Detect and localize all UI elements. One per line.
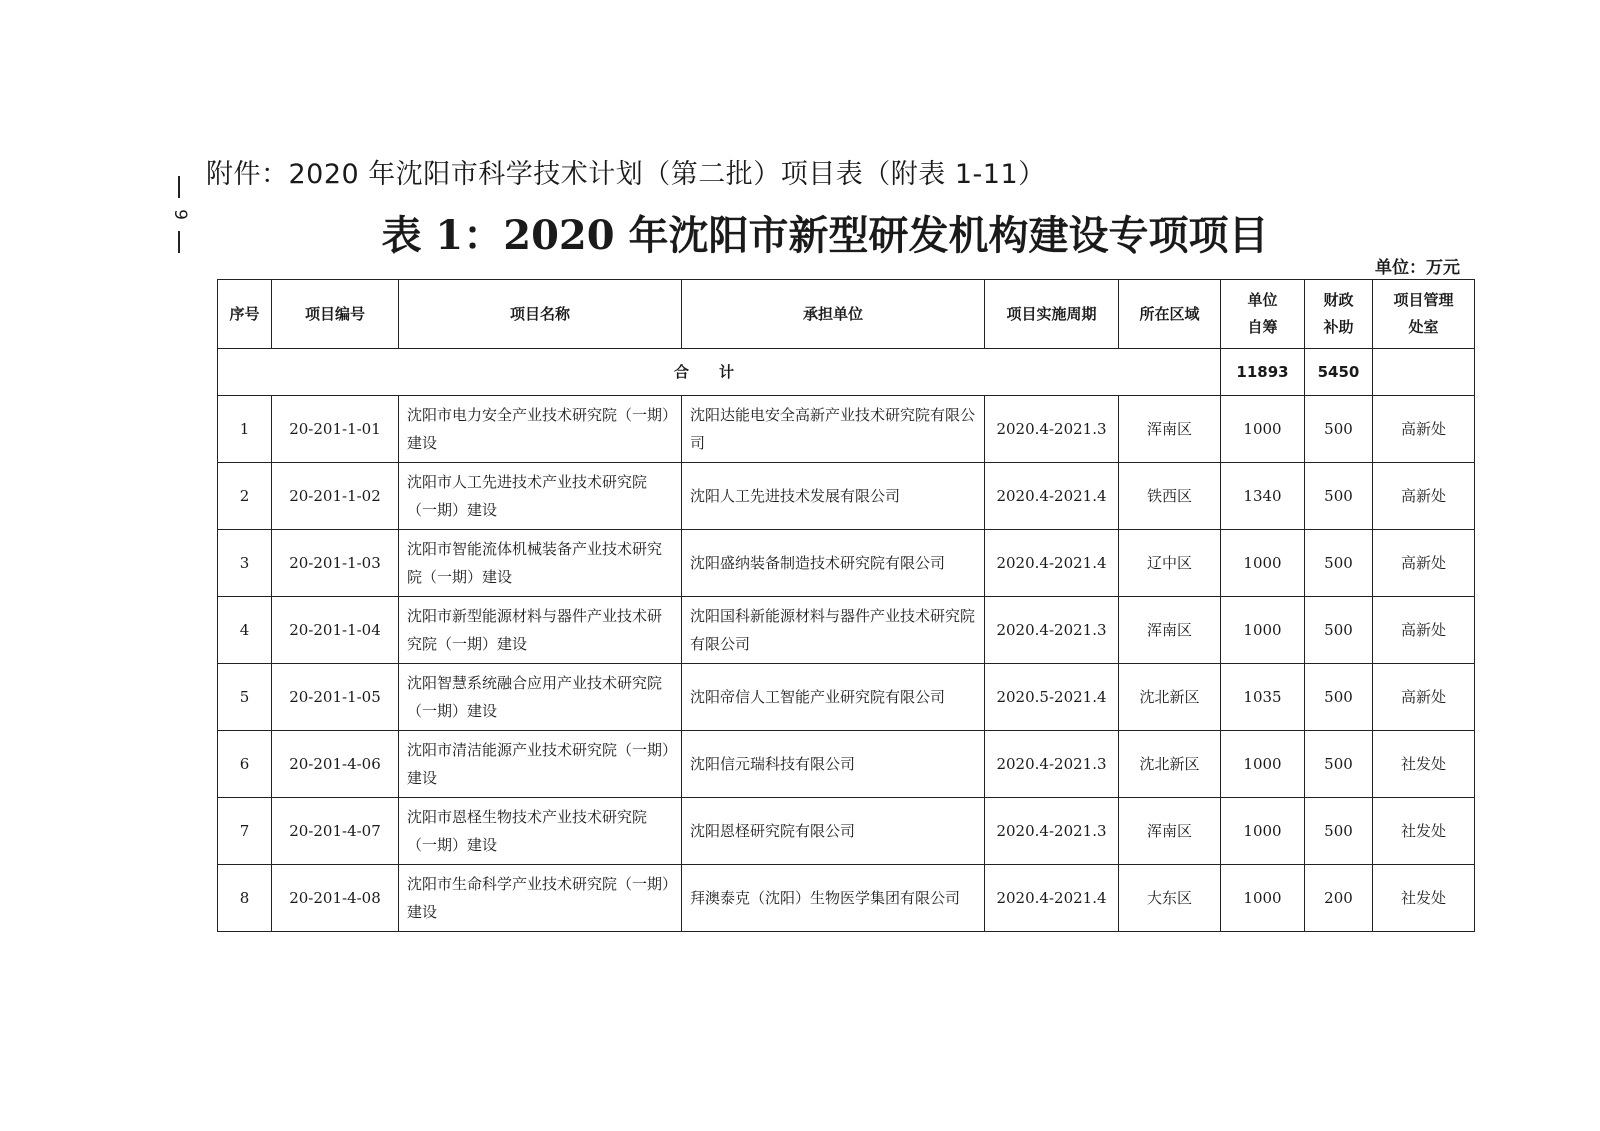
cell-self: 1000 bbox=[1221, 731, 1305, 798]
cell-period: 2020.4-2021.3 bbox=[985, 731, 1119, 798]
header-code: 项目编号 bbox=[272, 280, 399, 349]
header-fin-line2: 补助 bbox=[1323, 318, 1354, 336]
cell-org: 拜澳泰克（沈阳）生物医学集团有限公司 bbox=[682, 865, 985, 932]
cell-code: 20-201-1-04 bbox=[272, 597, 399, 664]
cell-dept: 高新处 bbox=[1373, 396, 1475, 463]
cell-dept: 高新处 bbox=[1373, 664, 1475, 731]
cell-org: 沈阳人工先进技术发展有限公司 bbox=[682, 463, 985, 530]
header-self-line1: 单位 bbox=[1247, 291, 1278, 309]
header-dept bbox=[1373, 280, 1475, 349]
attachment-line: 附件：2020 年沈阳市科学技术计划（第二批）项目表（附表 1-11） bbox=[206, 159, 1046, 190]
cell-dept: 高新处 bbox=[1373, 463, 1475, 530]
header-name: 项目名称 bbox=[399, 280, 682, 349]
cell-self: 1000 bbox=[1221, 798, 1305, 865]
header-period: 项目实施周期 bbox=[985, 280, 1119, 349]
cell-district: 浑南区 bbox=[1119, 798, 1221, 865]
cell-dept: 社发处 bbox=[1373, 798, 1475, 865]
cell-code: 20-201-1-01 bbox=[272, 396, 399, 463]
header-fin-line1: 财政 bbox=[1323, 291, 1354, 309]
header-self-funding bbox=[1221, 280, 1305, 349]
cell-code: 20-201-4-06 bbox=[272, 731, 399, 798]
cell-self: 1000 bbox=[1221, 530, 1305, 597]
cell-no: 5 bbox=[218, 664, 272, 731]
cell-no: 4 bbox=[218, 597, 272, 664]
cell-period: 2020.4-2021.4 bbox=[985, 530, 1119, 597]
header-dept-line2: 处室 bbox=[1408, 318, 1439, 336]
cell-district: 大东区 bbox=[1119, 865, 1221, 932]
cell-period: 2020.4-2021.4 bbox=[985, 463, 1119, 530]
total-row bbox=[218, 349, 1475, 396]
table-title: 表 1：2020 年沈阳市新型研发机构建设专项项目 bbox=[381, 212, 1269, 259]
cell-code: 20-201-4-07 bbox=[272, 798, 399, 865]
table-row bbox=[218, 664, 1475, 731]
cell-district: 沈北新区 bbox=[1119, 664, 1221, 731]
cell-dept: 社发处 bbox=[1373, 731, 1475, 798]
total-label: 合计 bbox=[673, 363, 764, 381]
cell-self: 1000 bbox=[1221, 396, 1305, 463]
cell-fin: 200 bbox=[1305, 865, 1373, 932]
cell-no: 2 bbox=[218, 463, 272, 530]
header-no: 序号 bbox=[218, 280, 272, 349]
cell-period: 2020.4-2021.4 bbox=[985, 865, 1119, 932]
header-fiscal-subsidy bbox=[1305, 280, 1373, 349]
cell-code: 20-201-1-05 bbox=[272, 664, 399, 731]
cell-org: 沈阳达能电安全高新产业技术研究院有限公司 bbox=[682, 396, 985, 463]
header-dept-line1: 项目管理 bbox=[1393, 291, 1454, 309]
project-table bbox=[217, 279, 1475, 932]
cell-period: 2020.4-2021.3 bbox=[985, 798, 1119, 865]
cell-name: 沈阳市人工先进技术产业技术研究院（一期）建设 bbox=[399, 463, 682, 530]
cell-period: 2020.4-2021.3 bbox=[985, 396, 1119, 463]
cell-code: 20-201-4-08 bbox=[272, 865, 399, 932]
page-number-dash-top bbox=[178, 176, 180, 198]
cell-district: 浑南区 bbox=[1119, 396, 1221, 463]
cell-fin: 500 bbox=[1305, 664, 1373, 731]
cell-no: 7 bbox=[218, 798, 272, 865]
cell-code: 20-201-1-03 bbox=[272, 530, 399, 597]
cell-name: 沈阳市清洁能源产业技术研究院（一期）建设 bbox=[399, 731, 682, 798]
cell-name: 沈阳市智能流体机械装备产业技术研究院（一期）建设 bbox=[399, 530, 682, 597]
cell-org: 沈阳信元瑞科技有限公司 bbox=[682, 731, 985, 798]
cell-self: 1340 bbox=[1221, 463, 1305, 530]
cell-name: 沈阳市恩柽生物技术产业技术研究院（一期）建设 bbox=[399, 798, 682, 865]
cell-no: 1 bbox=[218, 396, 272, 463]
unit-label: 单位：万元 bbox=[1375, 258, 1460, 278]
cell-district: 沈北新区 bbox=[1119, 731, 1221, 798]
table-row bbox=[218, 798, 1475, 865]
header-self-line2: 自筹 bbox=[1247, 318, 1278, 336]
cell-fin: 500 bbox=[1305, 798, 1373, 865]
cell-org: 沈阳帝信人工智能产业研究院有限公司 bbox=[682, 664, 985, 731]
cell-name: 沈阳市生命科学产业技术研究院（一期）建设 bbox=[399, 865, 682, 932]
cell-district: 浑南区 bbox=[1119, 597, 1221, 664]
header-row bbox=[218, 280, 1475, 349]
cell-no: 3 bbox=[218, 530, 272, 597]
cell-org: 沈阳恩柽研究院有限公司 bbox=[682, 798, 985, 865]
cell-fin: 500 bbox=[1305, 597, 1373, 664]
cell-no: 6 bbox=[218, 731, 272, 798]
total-fin: 5450 bbox=[1305, 349, 1373, 396]
cell-org: 沈阳国科新能源材料与器件产业技术研究院有限公司 bbox=[682, 597, 985, 664]
cell-name: 沈阳智慧系统融合应用产业技术研究院（一期）建设 bbox=[399, 664, 682, 731]
cell-district: 铁西区 bbox=[1119, 463, 1221, 530]
cell-org: 沈阳盛纳装备制造技术研究院有限公司 bbox=[682, 530, 985, 597]
cell-fin: 500 bbox=[1305, 530, 1373, 597]
cell-self: 1035 bbox=[1221, 664, 1305, 731]
total-self: 11893 bbox=[1221, 349, 1305, 396]
cell-self: 1000 bbox=[1221, 597, 1305, 664]
cell-period: 2020.5-2021.4 bbox=[985, 664, 1119, 731]
table-row bbox=[218, 597, 1475, 664]
cell-district: 辽中区 bbox=[1119, 530, 1221, 597]
header-district: 所在区域 bbox=[1119, 280, 1221, 349]
cell-dept: 高新处 bbox=[1373, 530, 1475, 597]
table-row bbox=[218, 865, 1475, 932]
cell-period: 2020.4-2021.3 bbox=[985, 597, 1119, 664]
page-number-digit: 9 bbox=[169, 209, 190, 220]
total-dept bbox=[1373, 349, 1475, 396]
cell-fin: 500 bbox=[1305, 396, 1373, 463]
cell-no: 8 bbox=[218, 865, 272, 932]
table-row bbox=[218, 463, 1475, 530]
cell-fin: 500 bbox=[1305, 731, 1373, 798]
cell-self: 1000 bbox=[1221, 865, 1305, 932]
cell-name: 沈阳市新型能源材料与器件产业技术研究院（一期）建设 bbox=[399, 597, 682, 664]
cell-dept: 社发处 bbox=[1373, 865, 1475, 932]
table-row bbox=[218, 731, 1475, 798]
cell-name: 沈阳市电力安全产业技术研究院（一期）建设 bbox=[399, 396, 682, 463]
cell-fin: 500 bbox=[1305, 463, 1373, 530]
table-row bbox=[218, 530, 1475, 597]
total-label-cell bbox=[218, 349, 1221, 396]
header-org: 承担单位 bbox=[682, 280, 985, 349]
table-row bbox=[218, 396, 1475, 463]
cell-dept: 高新处 bbox=[1373, 597, 1475, 664]
cell-code: 20-201-1-02 bbox=[272, 463, 399, 530]
